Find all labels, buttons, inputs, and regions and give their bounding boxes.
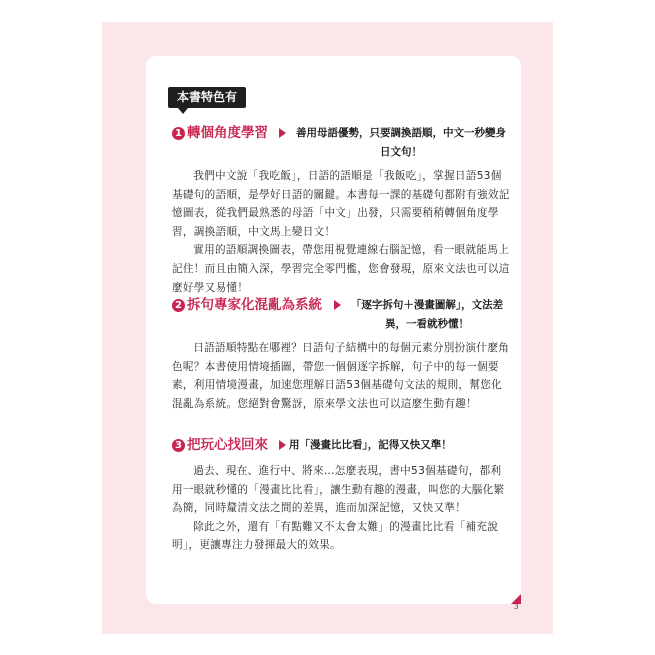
section-number-badge: 1 xyxy=(172,127,185,140)
arrow-right-icon xyxy=(279,440,286,450)
body-paragraph: 實用的語順調換圖表，帶您用視覺連線右腦記憶，看一眼就能馬上記住！而且由簡入深，學習完全零門檻，您會發現，原來文法也可以這麼好學又易懂！ xyxy=(172,244,510,294)
section-1 xyxy=(172,124,512,297)
section-2 xyxy=(172,296,512,413)
body-paragraph: 日語語順特點在哪裡？日語句子結構中的每個元素分別扮演什麼角色呢？本書使用情境插圖，帶您一個個逐字拆解，句子中的每一個要素，利用情境漫畫，加速您理解日語53個基礎句文法的規則，幫您化混亂為系統。您絕對會驚訝，原來學文法也可以這麼生動有趣！ xyxy=(172,342,510,410)
subtitle-line: 用「漫畫比比看」，記得又快又準！ xyxy=(289,439,452,451)
section-subtitle xyxy=(342,296,512,334)
section-number-badge: 2 xyxy=(172,299,185,312)
subtitle-line: 異，一看就秒懂！ xyxy=(385,318,469,330)
feature-tag: 本書特色有 xyxy=(168,87,246,108)
subtitle-line: 日文句！ xyxy=(380,146,422,158)
arrow-right-icon xyxy=(279,128,286,138)
section-title: 轉個角度學習 xyxy=(187,125,268,141)
body-paragraph: 除此之外，還有「有點難又不太會太難」的漫畫比比看「補充說明」，更讓專注力發揮最大的效果。 xyxy=(172,520,499,552)
section-number-badge: 3 xyxy=(172,439,185,452)
book-page xyxy=(146,56,521,604)
subtitle-line: 善用母語優勢，只要調換語順，中文一秒變身 xyxy=(296,127,506,139)
body-paragraph: 過去、現在、進行中、將來…怎麼表現，書中53個基礎句，都利用一眼就秒懂的「漫畫比比看」，讓生動有趣的漫畫，叫您的大腦化繁為簡，同時釐清文法之間的差異，進而加深記憶，又快又準！ xyxy=(172,465,505,515)
body-paragraph: 我們中文說「我吃飯」，日語的語順是「我飯吃」，掌握日語53個基礎句的語順，是學好日語的關鍵。本書每一課的基礎句都附有強效記憶圖表，從我們最熟悉的母語「中文」出發，只需要稍稍轉個角度學習，調換語順，中文馬上變日文！ xyxy=(172,170,510,238)
arrow-right-icon xyxy=(334,300,341,310)
section-subtitle xyxy=(289,436,499,455)
subtitle-line: 「逐字拆句＋漫畫圖解」，文法差 xyxy=(350,299,504,311)
section-subtitle xyxy=(290,124,512,162)
page-number: 3 xyxy=(514,603,519,611)
section-title: 把玩心找回來 xyxy=(187,437,268,453)
section-1-heading xyxy=(172,124,512,164)
section-3 xyxy=(172,436,512,555)
section-title: 拆句專家化混亂為系統 xyxy=(187,297,322,313)
section-2-heading xyxy=(172,296,512,336)
section-3-heading xyxy=(172,436,512,460)
